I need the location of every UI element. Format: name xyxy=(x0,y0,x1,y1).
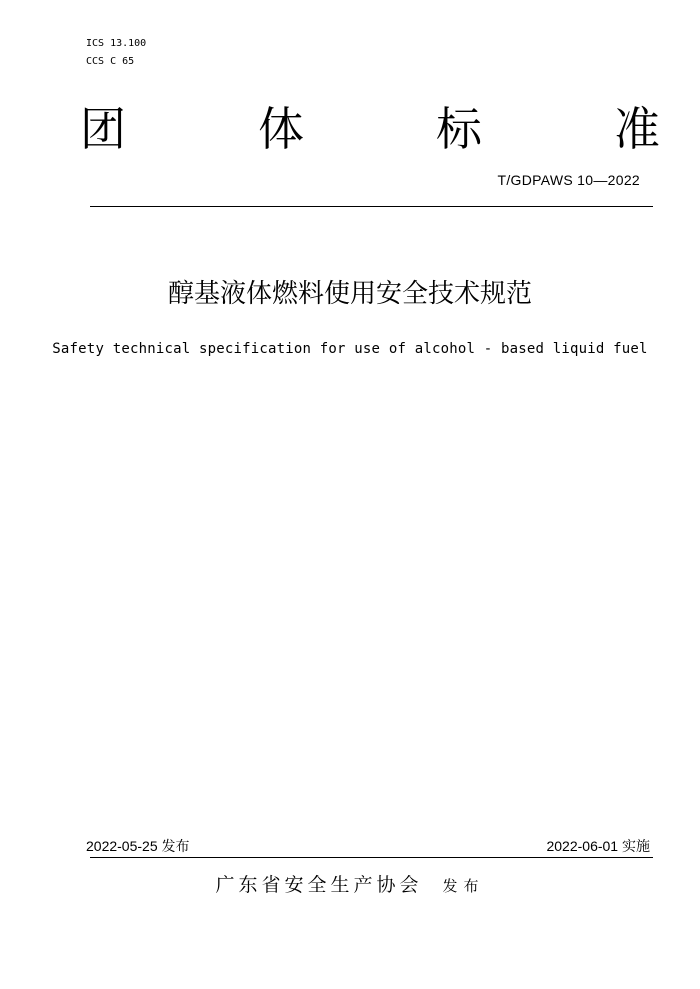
standard-type-char: 体 xyxy=(258,102,304,156)
publisher-verb: 发布 xyxy=(442,877,485,895)
ccs-code: CCS C 65 xyxy=(86,56,135,67)
implementation-date: 2022-06-01 实施 xyxy=(546,838,650,854)
ics-code: ICS 13.100 xyxy=(86,38,147,49)
publisher-line xyxy=(0,872,700,899)
document-title-chinese: 醇基液体燃料使用安全技术规范 xyxy=(167,279,532,309)
standard-number: T/GDPAWS 10—2022 xyxy=(497,172,640,188)
standard-type-char: 标 xyxy=(436,102,482,156)
standard-type-char: 准 xyxy=(614,102,660,156)
top-divider xyxy=(90,206,653,207)
standard-type-char: 团 xyxy=(80,102,126,156)
document-title-english: Safety technical specification for use of alcohol - based liquid fuel xyxy=(52,341,648,357)
bottom-divider xyxy=(90,857,653,858)
standard-type-heading xyxy=(80,100,660,158)
publisher-organization: 广东省安全生产协会 xyxy=(215,874,423,896)
issue-date: 2022-05-25 发布 xyxy=(86,838,190,854)
